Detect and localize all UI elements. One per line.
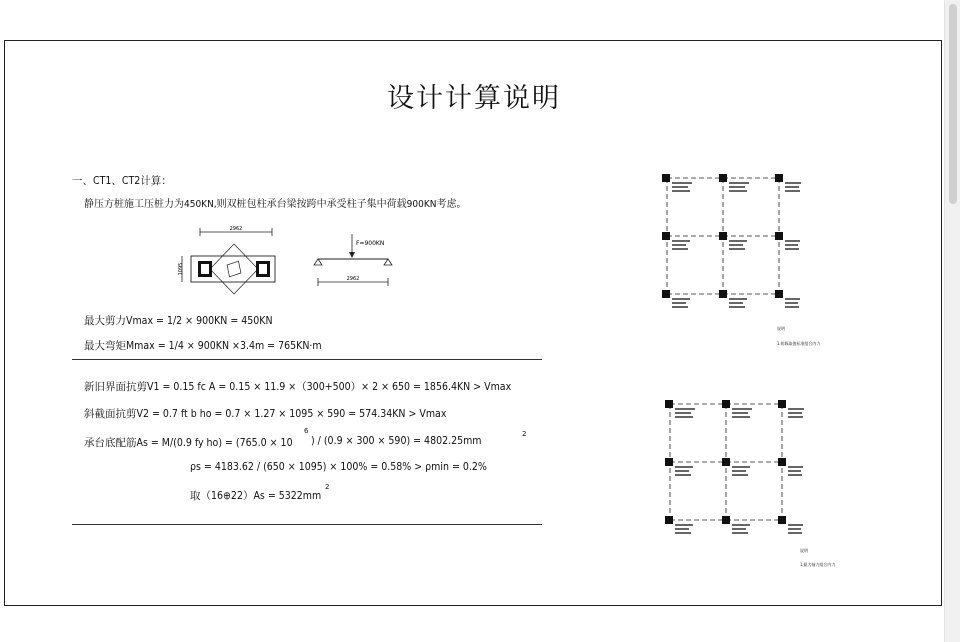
rebar-selection-exponent: 2 [325,483,330,491]
reinforcement-ratio-formula: ρs = 4183.62 / (650 × 1095) × 100% = 0.58% > ρmin = 0.2% [190,461,487,473]
max-shear-formula: 最大剪力Vmax = 1/2 × 900KN = 450KN [84,315,273,327]
column-grid-top [655,172,805,314]
rebar-area-exponent: 6 [304,427,309,435]
bottom-grid-note-title: 说明 [800,548,808,553]
interface-shear-formula: 新旧界面抗剪V1 = 0.15 fc A = 0.15 × 11.9 ×（300+500）× 2 × 650 = 1856.4KN > Vmax [84,381,512,393]
top-grid-note-title: 说明 [777,326,785,331]
column-grid-bottom [658,398,808,540]
page-title: 设计计算说明 [387,83,561,114]
divider-upper [72,359,542,360]
beam-span-dim: 2962 [346,276,360,282]
plan-top-dim: 2962 [229,226,243,232]
rebar-selection: 取（16⊕22）As = 5322mm [190,490,322,502]
intro-text: 静压方桩施工压桩力为450KN,则双桩包柱承台梁按跨中承受柱子集中荷载900KN考虑。 [84,199,467,210]
top-grid-note: 1.荷载取值标准组合内力 [777,341,821,346]
scrollbar-thumb[interactable] [949,4,957,204]
plan-side-dim: 1095 [178,262,184,276]
bottom-grid-note: 1.最大轴力组合内力 [800,562,836,567]
divider-lower [72,524,542,525]
beam-load-figure [308,232,398,292]
oblique-shear-formula: 斜截面抗剪V2 = 0.7 ft b ho = 0.7 × 1.27 × 1095 × 590 = 574.34KN > Vmax [84,408,447,420]
max-moment-formula: 最大弯矩Mmax = 1/4 × 900KN ×3.4m = 765KN·m [84,340,322,352]
rebar-area-unit-exponent: 2 [522,430,527,438]
rebar-area-formula-part1: 承台底配筋As = M/(0.9 fy ho) = (765.0 × 10 [84,437,293,449]
section-heading: 一、CT1、CT2计算： [72,175,172,187]
rebar-area-formula-part2: ) / (0.9 × 300 × 590) = 4802.25mm [311,435,482,447]
pile-cap-plan-figure [168,222,288,298]
vertical-scrollbar[interactable] [944,0,960,642]
beam-force-label: F=900KN [356,240,385,247]
